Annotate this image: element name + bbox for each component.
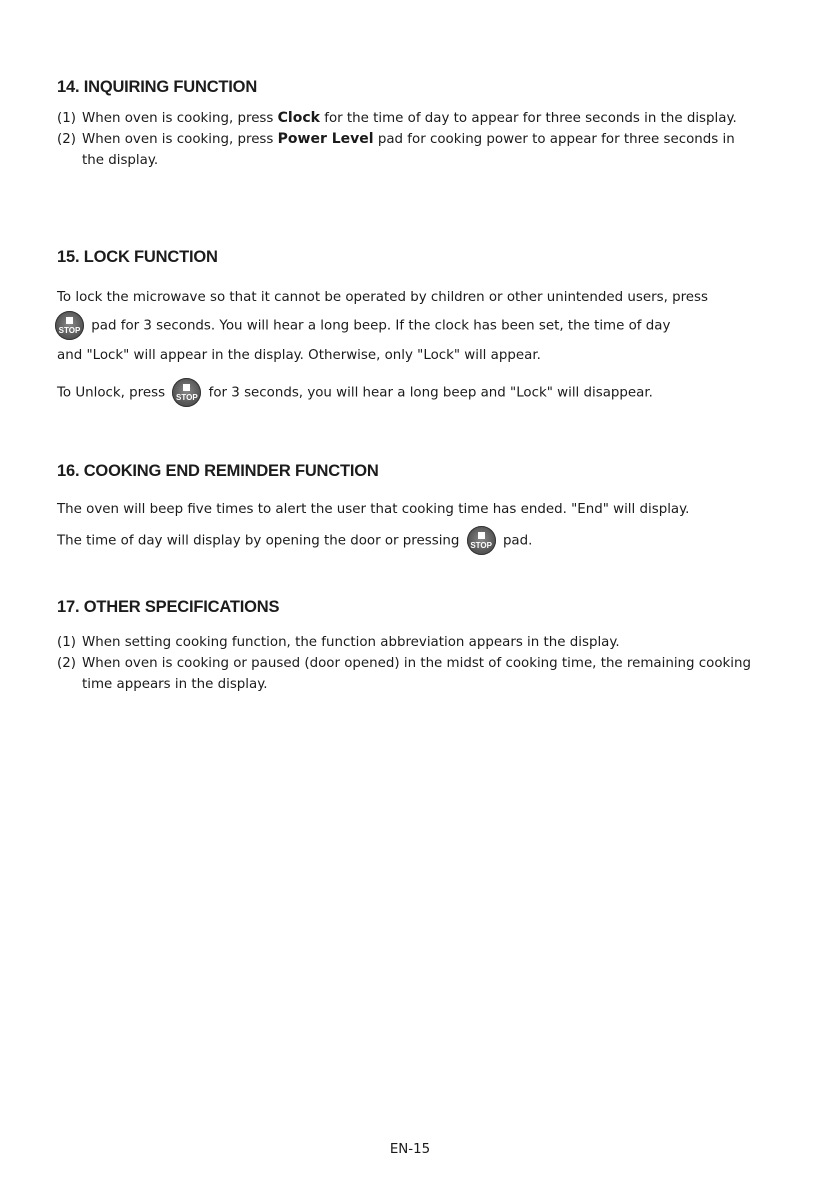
section-14-list (57, 108, 757, 171)
section-17-list (57, 632, 757, 695)
page-number: EN-15 (389, 1142, 431, 1157)
stop-icon: STOP (467, 526, 496, 555)
reminder-line-2: The time of day will display by opening the door or pressing STOP pad. (57, 526, 532, 555)
list-item: (1) When oven is cooking, press Clock for the time of day to appear for three seconds in the display. (57, 110, 737, 126)
section-15-title: 15. LOCK FUNCTION (57, 248, 218, 266)
lock-line-3: and "Lock" will appear in the display. Otherwise, only "Lock" will appear. (57, 348, 541, 363)
list-item: (1) When setting cooking function, the function abbreviation appears in the display. (57, 635, 620, 650)
section-17-title: 17. OTHER SPECIFICATIONS (57, 598, 280, 616)
stop-icon: STOP (55, 311, 84, 340)
lock-line-1: To lock the microwave so that it cannot be operated by children or other unintended users, press (57, 290, 708, 305)
section-16-title: 16. COOKING END REMINDER FUNCTION (57, 462, 379, 480)
unlock-line: To Unlock, press STOP for 3 seconds, you will hear a long beep and "Lock" will disappear. (57, 378, 653, 407)
list-item: (2) When oven is cooking or paused (door opened) in the midst of cooking time, the remaining cooking time appears in the display. (57, 656, 752, 692)
stop-icon: STOP (172, 378, 201, 407)
lock-line-2: STOP pad for 3 seconds. You will hear a long beep. If the clock has been set, the time of day (52, 311, 670, 340)
reminder-line-1: The oven will beep five times to alert the user that cooking time has ended. "End" will display. (57, 502, 690, 517)
section-14-title: 14. INQUIRING FUNCTION (57, 78, 258, 96)
list-item: (2) When oven is cooking, press Power Level pad for cooking power to appear for three seconds in the display. (57, 131, 735, 168)
